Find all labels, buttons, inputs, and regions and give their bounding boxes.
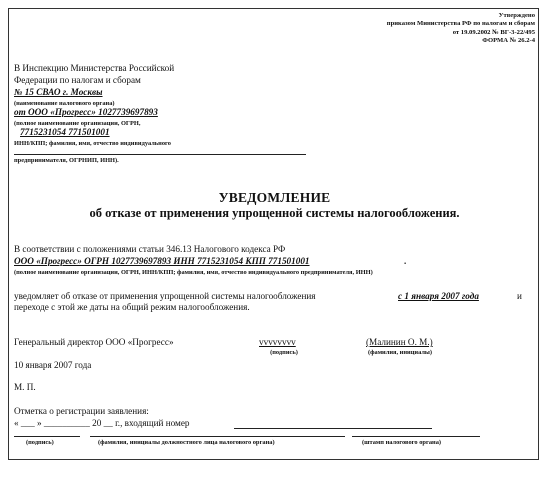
document-date: 10 января 2007 года <box>14 360 92 370</box>
recipient-line-2: Федерации по налогам и сборам <box>14 75 141 85</box>
approval-line-2: приказом Министерства РФ по налогам и сборам <box>386 20 535 28</box>
reg-stamp-caption: (штамп налогового органа) <box>362 439 442 446</box>
org-details-value: ООО «Прогресс» ОГРН 1027739697893 ИНН 7715231054 КПП 771501001 <box>14 256 310 266</box>
reg-stamp-line <box>352 436 480 437</box>
registration-title: Отметка о регистрации заявления: <box>14 406 149 416</box>
org-details-caption: (полное наименование организации, ОГРН, ИНН/КПП; фамилия, имя, отчество индивидуального предпринимателя, ИНН) <box>14 269 373 276</box>
tax-office-caption: (наименование налогового органа) <box>14 100 115 107</box>
reg-official-line <box>90 436 345 437</box>
signature-mark: vvvvvvvv <box>259 337 296 347</box>
inn-caption-1: ИНН/КПП; фамилия, имя, отчество индивидуального <box>14 140 171 147</box>
from-org-value: от ООО «Прогресс» 1027739697893 <box>14 107 158 117</box>
form-number: ФОРМА № 26.2-4 <box>482 37 535 45</box>
reg-signature-caption: (подпись) <box>26 439 54 446</box>
tax-office-value: № 15 СВАО г. Москвы <box>14 87 103 97</box>
notice-tail: и <box>517 291 522 301</box>
reg-official-caption: (фамилия, инициалы должностного лица налогового органа) <box>98 439 275 446</box>
signer-name-caption: (фамилия, инициалы) <box>367 349 433 356</box>
signer-position: Генеральный директор ООО «Прогресс» <box>14 337 174 347</box>
registration-number-line <box>234 428 432 429</box>
notice-text-line-2: переходе с этой же даты на общий режим налогообложения. <box>14 302 250 312</box>
document-title: УВЕДОМЛЕНИЕ <box>218 190 331 205</box>
stamp-place: М. П. <box>14 382 36 392</box>
inn-kpp-value: 7715231054 771501001 <box>20 127 110 137</box>
approval-line-1: Утверждено <box>498 12 535 19</box>
recipient-underline <box>14 154 306 155</box>
recipient-line-1: В Инспекцию Министерства Российской <box>14 63 175 73</box>
inn-caption-2: предпринимателя, ОГРНИП, ИНН). <box>14 157 119 164</box>
from-org-caption: (полное наименование организации, ОГРН, <box>14 120 141 127</box>
signer-name: (Малинин О. М.) <box>366 337 433 347</box>
notice-text: уведомляет об отказе от применения упрощенной системы налогообложения <box>14 291 316 301</box>
signature-caption: (подпись) <box>270 349 298 356</box>
reg-signature-line <box>14 436 80 437</box>
registration-line: « ___ » __________ 20 __ г., входящий номер <box>14 418 190 428</box>
document-subtitle: об отказе от применения упрощенной системы налогообложения. <box>89 206 460 220</box>
approval-block <box>387 12 535 46</box>
notice-date: с 1 января 2007 года <box>398 291 479 301</box>
basis-text: В соответствии с положениями статьи 346.13 Налогового кодекса РФ <box>14 244 286 254</box>
approval-line-3: от 19.09.2002 № ВГ-3-22/495 <box>452 28 535 36</box>
